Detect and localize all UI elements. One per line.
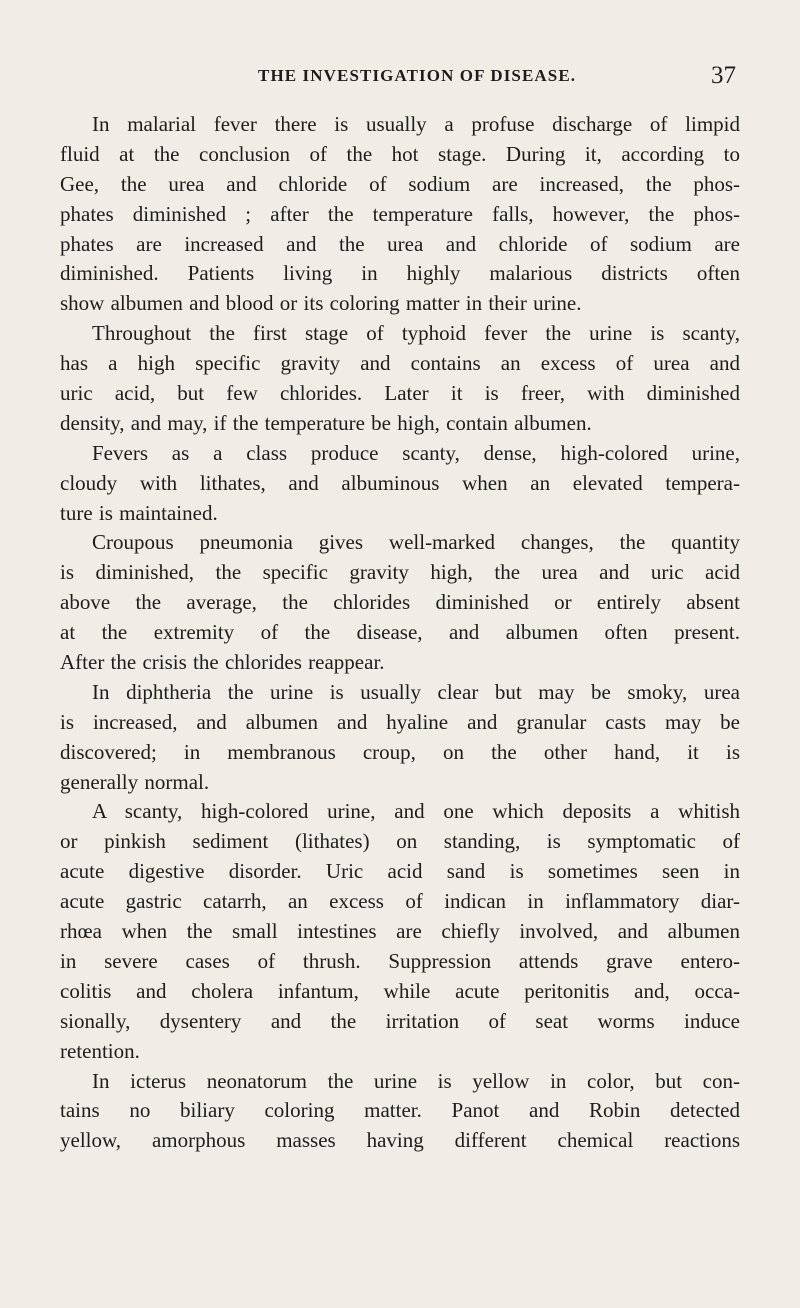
- text-line: above the average, the chlorides diminished or entirely absent: [60, 590, 740, 615]
- text-line: acute digestive disorder. Uric acid sand is sometimes seen in: [60, 859, 740, 884]
- text-line: yellow, amorphous masses having different chemical reactions: [60, 1128, 740, 1153]
- text-line: retention.: [60, 1038, 140, 1063]
- text-line: rhœa when the small intestines are chiefly involved, and albumen: [60, 919, 740, 944]
- text-line: Croupous pneumonia gives well-marked changes, the quantity: [92, 530, 740, 555]
- text-line: uric acid, but few chlorides. Later it is freer, with diminished: [60, 381, 740, 406]
- text-line: is diminished, the specific gravity high, the urea and uric acid: [60, 560, 740, 585]
- text-line: ture is maintained.: [60, 500, 218, 525]
- text-line: colitis and cholera infantum, while acute peritonitis and, occa-: [60, 978, 740, 1003]
- running-head-title: THE INVESTIGATION OF DISEASE.: [258, 66, 577, 85]
- text-line: density, and may, if the temperature be high, contain albumen.: [60, 410, 592, 435]
- text-line: has a high specific gravity and contains an excess of urea and: [60, 351, 740, 376]
- text-line: at the extremity of the disease, and albumen often present.: [60, 620, 740, 645]
- text-line: In malarial fever there is usually a profuse discharge of limpid: [92, 112, 740, 136]
- text-line: After the crisis the chlorides reappear.: [60, 650, 385, 675]
- text-line: In diphtheria the urine is usually clear but may be smoky, urea: [92, 679, 740, 704]
- text-line: tains no biliary coloring matter. Panot and Robin detected: [60, 1098, 740, 1123]
- text-line: Gee, the urea and chloride of sodium are increased, the phos-: [60, 171, 740, 196]
- text-line: phates diminished ; after the temperature falls, however, the phos-: [60, 201, 740, 226]
- text-line: A scanty, high-colored urine, and one which deposits a whitish: [92, 799, 740, 824]
- body-text: [60, 110, 740, 1156]
- text-line: discovered; in membranous croup, on the other hand, it is: [60, 739, 740, 764]
- text-line: In icterus neonatorum the urine is yellow in color, but con-: [92, 1068, 740, 1093]
- text-line: fluid at the conclusion of the hot stage. During it, according to: [60, 141, 740, 166]
- text-line: phates are increased and the urea and chloride of sodium are: [60, 231, 740, 256]
- text-line: is increased, and albumen and hyaline and granular casts may be: [60, 709, 740, 734]
- text-line: in severe cases of thrush. Suppression attends grave entero-: [60, 948, 740, 973]
- text-line: or pinkish sediment (lithates) on standing, is symptomatic of: [60, 829, 740, 854]
- text-line: sionally, dysentery and the irritation of seat worms induce: [60, 1008, 740, 1033]
- text-line: generally normal.: [60, 769, 210, 794]
- text-line: Throughout the first stage of typhoid fever the urine is scanty,: [92, 321, 740, 346]
- page-number: 37: [711, 62, 736, 89]
- text-line: Fevers as a class produce scanty, dense, high-colored urine,: [92, 440, 740, 465]
- text-line: cloudy with lithates, and albuminous when an elevated tempera-: [60, 470, 740, 495]
- running-head: [160, 62, 760, 92]
- text-line: diminished. Patients living in highly malarious districts often: [60, 261, 740, 286]
- text-line: show albumen and blood or its coloring matter in their urine.: [60, 291, 582, 316]
- text-line: acute gastric catarrh, an excess of indican in inflammatory diar-: [60, 889, 740, 914]
